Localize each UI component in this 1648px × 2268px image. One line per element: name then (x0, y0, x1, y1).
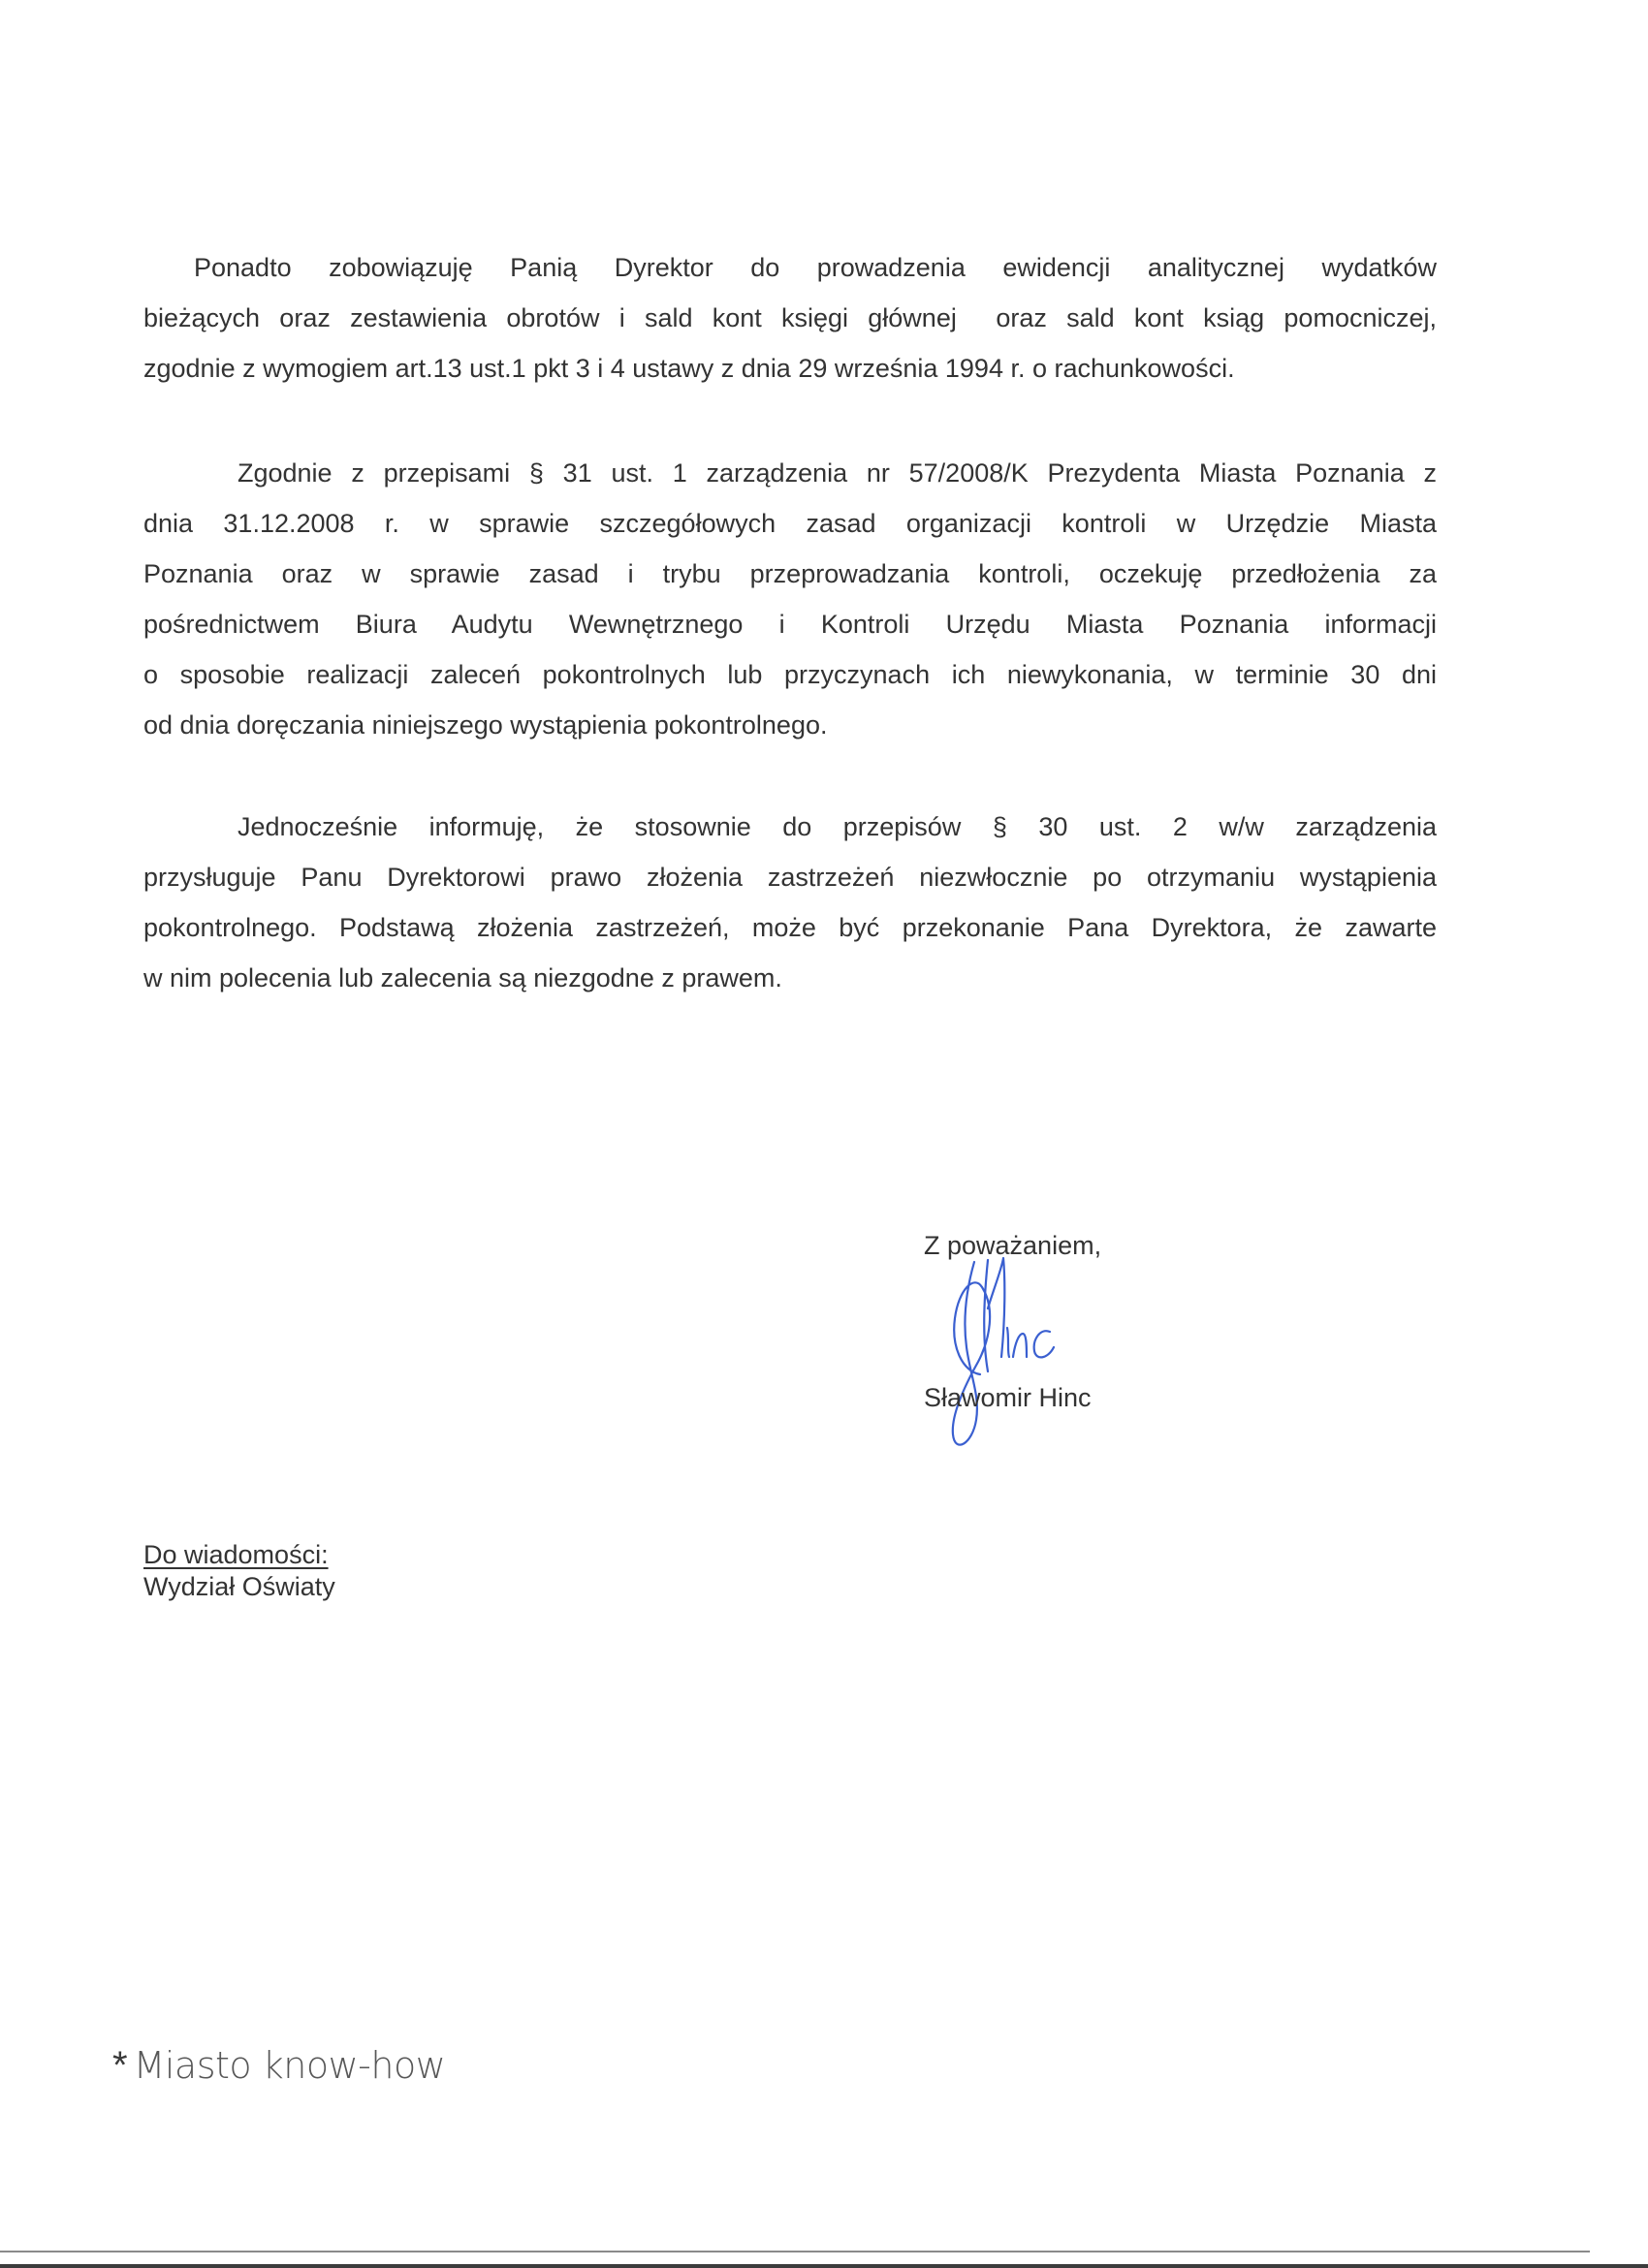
handwritten-signature (945, 1250, 1091, 1459)
paragraph-line: Ponadto zobowiązuję Panią Dyrektor do prowadzenia ewidencji analitycznej wydatków (194, 253, 1437, 282)
paragraph-line: o sposobie realizacji zaleceń pokontrolnych lub przyczynach ich niewykonania, w terminie 30 dni (143, 660, 1437, 689)
paragraph-line: bieżących oraz zestawienia obrotów i sald kont księgi głównej oraz sald kont ksiąg pomocniczej, (143, 303, 1437, 332)
paragraph-line: w nim polecenia lub zalecenia są niezgodne z prawem. (143, 963, 782, 992)
closing-salutation: Z poważaniem, (924, 1231, 1102, 1260)
paragraph-line: przysługuje Panu Dyrektorowi prawo złożenia zastrzeżeń niezwłocznie po otrzymaniu wystąpienia (143, 863, 1437, 892)
footer-logo (112, 2041, 445, 2090)
scan-edge-strip (0, 2264, 1648, 2268)
logo-text: Miasto know-how (133, 2044, 446, 2087)
paragraph-line: Zgodnie z przepisami § 31 ust. 1 zarządzenia nr 57/2008/K Prezydenta Miasta Poznania z (238, 458, 1437, 488)
paragraph-line: Poznania oraz w sprawie zasad i trybu przeprowadzania kontroli, oczekuję przedłożenia za (143, 559, 1437, 588)
paragraph-line: pokontrolnego. Podstawą złożenia zastrzeżeń, może być przekonanie Pana Dyrektora, że zawarte (143, 913, 1437, 942)
scan-edge-line (0, 2251, 1590, 2252)
signer-name: Sławomir Hinc (924, 1383, 1092, 1412)
cc-recipient: Wydział Oświaty (143, 1572, 335, 1601)
paragraph-line: zgodnie z wymogiem art.13 ust.1 pkt 3 i 4 ustawy z dnia 29 września 1994 r. o rachunkowości. (143, 354, 1235, 383)
paragraph-1 (143, 242, 1437, 394)
paragraph-line: pośrednictwem Biura Audytu Wewnętrznego i Kontroli Urzędu Miasta Poznania informacji (143, 610, 1437, 639)
cc-section (143, 1539, 335, 1603)
paragraph-3 (143, 802, 1437, 1003)
cc-label: Do wiadomości: (143, 1540, 329, 1569)
paragraph-line: Jednocześnie informuję, że stosownie do przepisów § 30 ust. 2 w/w zarządzenia (238, 812, 1437, 841)
asterisk-icon: * (112, 2044, 128, 2087)
paragraph-2 (143, 448, 1437, 750)
paragraph-line: dnia 31.12.2008 r. w sprawie szczegółowych zasad organizacji kontroli w Urzędzie Miasta (143, 509, 1437, 538)
paragraph-line: od dnia doręczania niniejszego wystąpienia pokontrolnego. (143, 710, 828, 740)
